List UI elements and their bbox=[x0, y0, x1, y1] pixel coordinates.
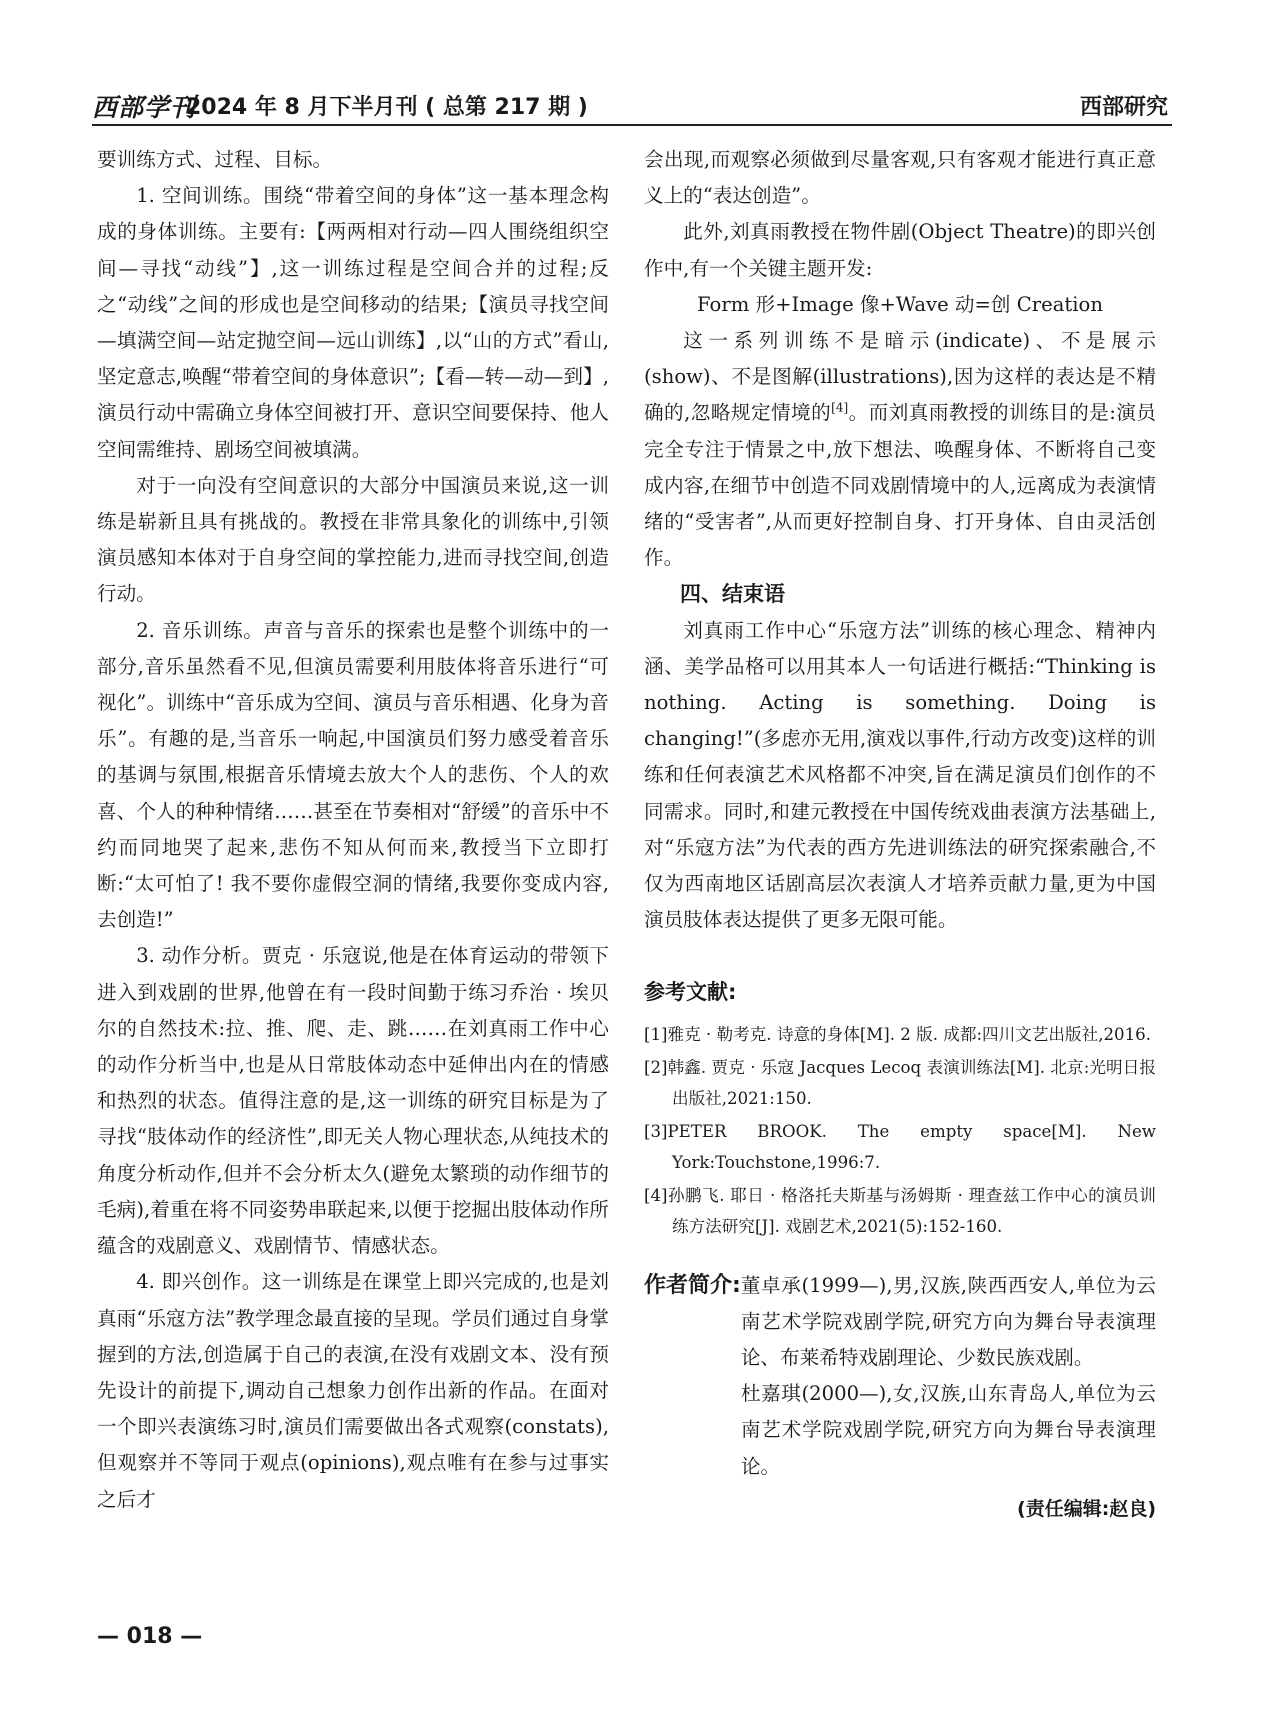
references-heading: 参考文献: bbox=[644, 980, 737, 1005]
paragraph: 对于一向没有空间意识的大部分中国演员来说,这一训练是崭新且具有挑战的。教授在非常具象化的训练中,引领演员感知本体对于自身空间的掌控能力,进而寻找空间,创造行动。 bbox=[97, 473, 609, 606]
reference-item: [4]孙鹏飞. 耶日 · 格洛托夫斯基与汤姆斯 · 理查兹工作中心的演员训练方法研究[J]. 戏剧艺术,2021(5):152-160. bbox=[644, 1185, 1156, 1236]
reference-item: [3]PETER BROOK. The empty space[M]. New York:Touchstone,1996:7. bbox=[644, 1121, 1156, 1172]
section-heading: 四、结束语 bbox=[680, 582, 785, 607]
section-name: 西部研究 bbox=[1079, 95, 1168, 120]
author-entry: 董卓承(1999—),男,汉族,陕西西安人,单位为云南艺术学院戏剧学院,研究方向为舞台导表演理论、布莱希特戏剧理论、少数民族戏剧。 bbox=[740, 1273, 1156, 1370]
paragraph-text: 。而刘真雨教授的训练目的是:演员完全专注于情景之中,放下想法、唤醒身体、不断将自己变成内容,在细节中创造不同戏剧情境中的人,远离成为表演情绪的“受害者”,从而更好控制自身、打开身体、自由灵活创作。 bbox=[644, 401, 1156, 570]
paragraph: 此外,刘真雨教授在物件剧(Object Theatre)的即兴创作中,有一个关键主题开发: bbox=[644, 220, 1156, 280]
paragraph bbox=[644, 323, 1156, 576]
author-bio-label: 作者简介: bbox=[644, 1272, 741, 1298]
left-column bbox=[97, 142, 609, 1518]
paragraph-conclusion: 刘真雨工作中心“乐寇方法”训练的核心理念、精神内涵、美学品格可以用其本人一句话进行概括:“Thinking is nothing. Acting is something. Doing is changing!”(多虑亦无用,演戏以事件,行动方改变)这样的训练和任何表演艺术风格都不冲突,旨在满足演员们创作的不同需求。同时,和建元教授在中国传统戏曲表演方法基础上,对“乐寇方法”为代表的西方先进训练法的研究探索融合,不仅为西南地区话剧高层次表演人才培养贡献力量,更为中国演员肢体表达提供了更多无限可能。 bbox=[644, 618, 1156, 932]
author-bio bbox=[644, 1268, 1156, 1485]
editor-note: (责任编辑:赵良) bbox=[1017, 1497, 1156, 1520]
paragraph: 会出现,而观察必须做到尽量客观,只有客观才能进行真正意义上的“表达创造”。 bbox=[644, 148, 1156, 208]
formula: Form 形+Image 像+Wave 动=创 Creation bbox=[697, 292, 1103, 316]
author-entry: 杜嘉琪(2000—),女,汉族,山东青岛人,单位为云南艺术学院戏剧学院,研究方向为舞台导表演理论。 bbox=[740, 1382, 1156, 1478]
page-header bbox=[92, 84, 1172, 126]
reference-item: [2]韩鑫. 贾克 · 乐寇 Jacques Lecoq 表演训练法[M]. 北京:光明日报出版社,2021:150. bbox=[644, 1057, 1156, 1108]
paragraph-movement-analysis: 3. 动作分析。贾克 · 乐寇说,他是在体育运动的带领下进入到戏剧的世界,他曾在有一段时间勤于练习乔治 · 埃贝尔的自然技术:拉、推、爬、走、跳……在刘真雨工作中心的动作分析当中,也是从日常肢体动态中延伸出内在的情感和热烈的状态。值得注意的是,这一训练的研究目标是为了寻找“肢体动作的经济性”,即无关人物心理状态,从纯技术的角度分析动作,但并不会分析太久(避免太繁琐的动作细节的毛病),着重在将不同姿势串联起来,以便于挖掘出肢体动作所蕴含的戏剧意义、戏剧情节、情感状态。 bbox=[97, 944, 609, 1258]
citation-mark: [4] bbox=[831, 400, 849, 415]
page-number: — 018 — bbox=[97, 1624, 203, 1649]
reference-item: [1]雅克 · 勒考克. 诗意的身体[M]. 2 版. 成都:四川文艺出版社,2016. bbox=[644, 1024, 1151, 1044]
paragraph-improvisation: 4. 即兴创作。这一训练是在课堂上即兴完成的,也是刘真雨“乐寇方法”教学理念最直接的呈现。学员们通过自身掌握到的方法,创造属于自己的表演,在没有戏剧文本、没有预先设计的前提下,调动自己想象力创作出新的作品。在面对一个即兴表演练习时,演员们需要做出各式观察(constats),但观察并不等同于观点(opinions),观点唯有在参与过事实之后才 bbox=[97, 1270, 609, 1511]
author-bio-body bbox=[741, 1268, 1156, 1485]
paragraph-space-training: 1. 空间训练。围绕“带着空间的身体”这一基本理念构成的身体训练。主要有:【两两相对行动—四人围绕组织空间—寻找“动线”】,这一训练过程是空间合并的过程;反之“动线”之间的形成也是空间移动的结果;【演员寻找空间—填满空间—站定抛空间—远山训练】,以“山的方式”看山,坚定意志,唤醒“带着空间的身体意识”;【看—转—动—到】,演员行动中需确立身体空间被打开、意识空间要保持、他人空间需维持、剧场空间被填满。 bbox=[97, 184, 609, 461]
right-column bbox=[644, 142, 1156, 1527]
paragraph-music-training: 2. 音乐训练。声音与音乐的探索也是整个训练中的一部分,音乐虽然看不见,但演员需要利用肢体将音乐进行“可视化”。训练中“音乐成为空间、演员与音乐相遇、化身为音乐”。有趣的是,当音乐一响起,中国演员们努力感受着音乐的基调与氛围,根据音乐情境去放大个人的悲伤、个人的欢喜、个人的种种情绪……甚至在节奏相对“舒缓”的音乐中不约而同地哭了起来,悲伤不知从何而来,教授当下立即打断:“太可怕了! 我不要你虚假空洞的情绪,我要你变成内容,去创造!” bbox=[97, 618, 609, 932]
paragraph: 要训练方式、过程、目标。 bbox=[97, 148, 333, 171]
references-list bbox=[644, 1019, 1156, 1242]
issue-info: 2024 年 8 月下半月刊 ( 总第 217 期 ) bbox=[186, 95, 588, 120]
journal-logo: 西部学刊 bbox=[92, 93, 197, 122]
paragraph-text: 这一系列训练不是暗示(indicate)、不是展示(show)、不是图解(illustrations),因为这样的表达是不精确的,忽略规定情境的 bbox=[644, 329, 1156, 425]
